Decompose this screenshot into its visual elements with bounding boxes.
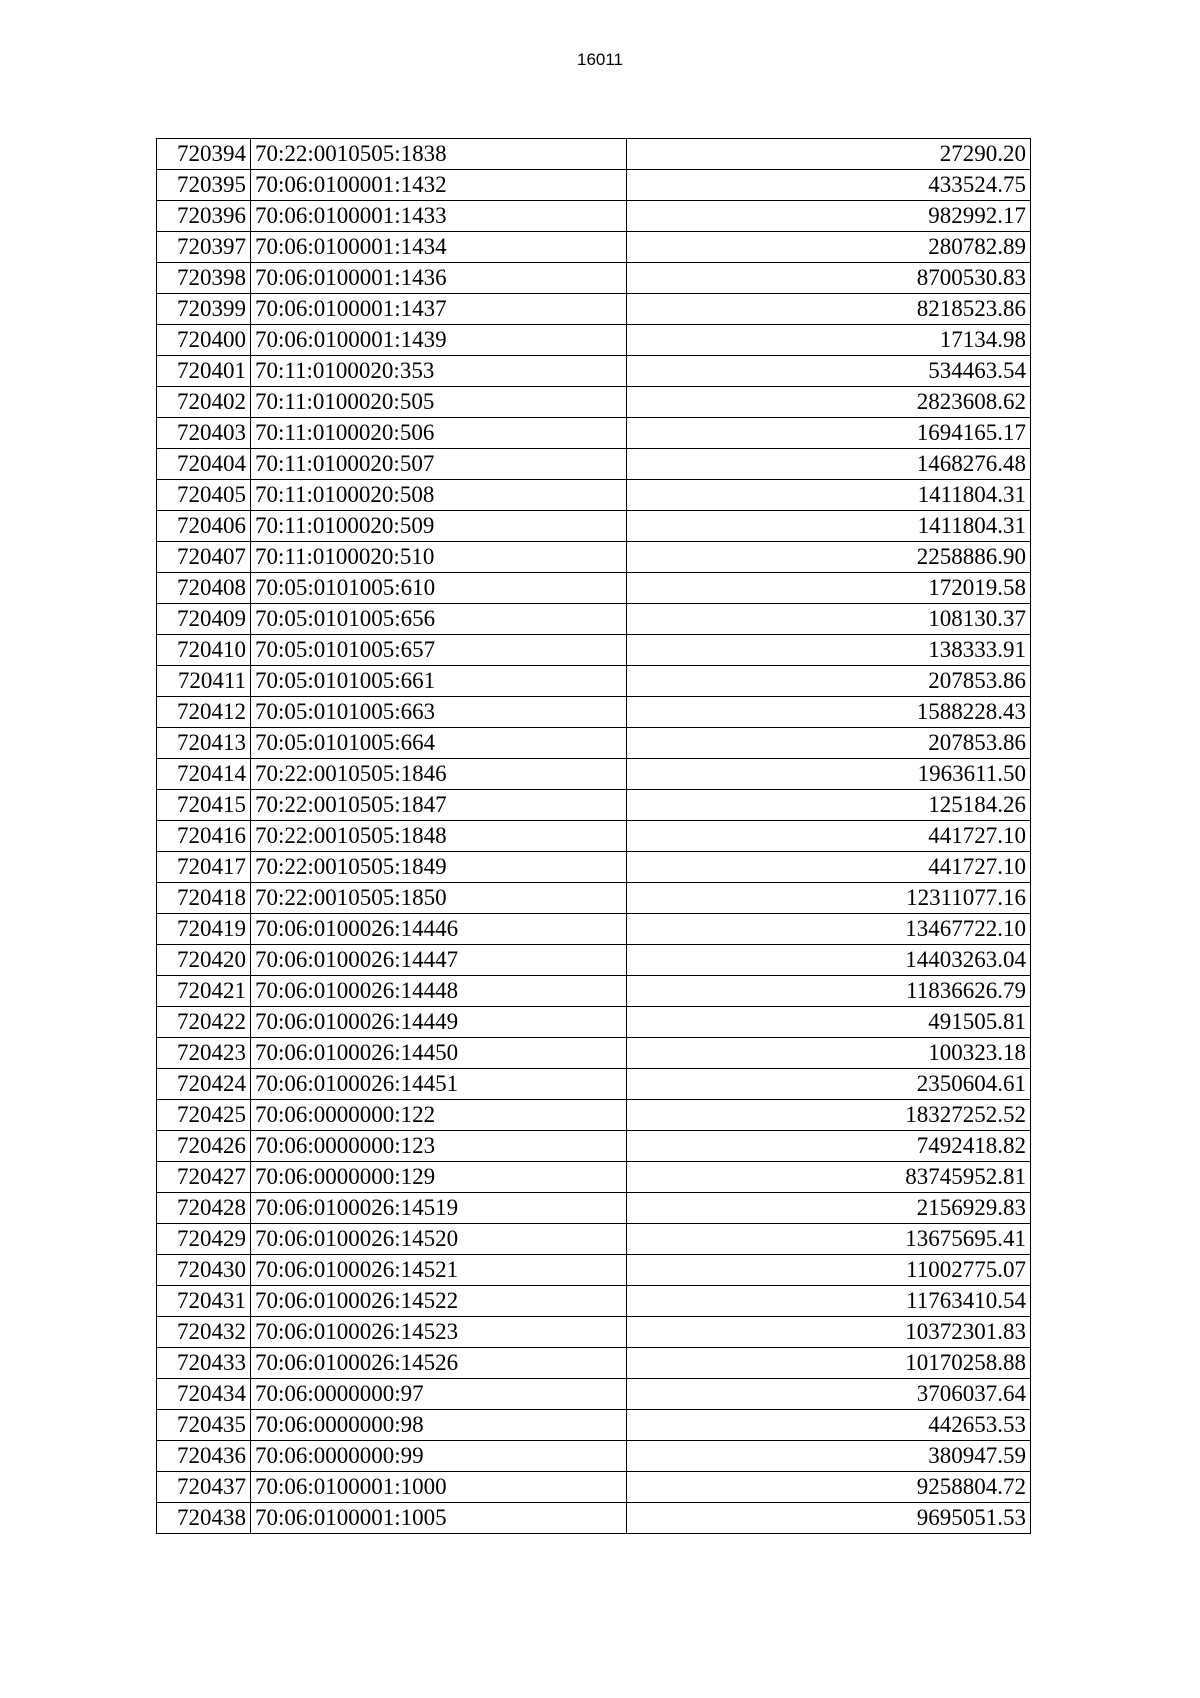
row-number-cell: 720409	[157, 604, 251, 635]
row-number-cell: 720433	[157, 1348, 251, 1379]
table-row	[157, 356, 1031, 387]
cadastral-number-cell: 70:06:0000000:98	[251, 1410, 627, 1441]
cadastral-number-cell: 70:06:0100026:14519	[251, 1193, 627, 1224]
table-row	[157, 976, 1031, 1007]
cadastral-number-cell: 70:06:0000000:129	[251, 1162, 627, 1193]
table-row	[157, 635, 1031, 666]
row-number-cell: 720402	[157, 387, 251, 418]
row-number-cell: 720404	[157, 449, 251, 480]
cadastral-number-cell: 70:06:0000000:122	[251, 1100, 627, 1131]
value-cell: 207853.86	[627, 666, 1031, 697]
row-number-cell: 720396	[157, 201, 251, 232]
value-cell: 125184.26	[627, 790, 1031, 821]
value-cell: 8218523.86	[627, 294, 1031, 325]
value-cell: 3706037.64	[627, 1379, 1031, 1410]
row-number-cell: 720413	[157, 728, 251, 759]
value-cell: 441727.10	[627, 821, 1031, 852]
table-row	[157, 697, 1031, 728]
row-number-cell: 720420	[157, 945, 251, 976]
row-number-cell: 720437	[157, 1472, 251, 1503]
row-number-cell: 720407	[157, 542, 251, 573]
cadastral-value-table	[156, 138, 1031, 1534]
cadastral-number-cell: 70:22:0010505:1846	[251, 759, 627, 790]
value-cell: 138333.91	[627, 635, 1031, 666]
row-number-cell: 720425	[157, 1100, 251, 1131]
row-number-cell: 720410	[157, 635, 251, 666]
row-number-cell: 720400	[157, 325, 251, 356]
cadastral-number-cell: 70:06:0100001:1437	[251, 294, 627, 325]
table-row	[157, 1193, 1031, 1224]
row-number-cell: 720416	[157, 821, 251, 852]
cadastral-number-cell: 70:06:0100026:14446	[251, 914, 627, 945]
value-cell: 2350604.61	[627, 1069, 1031, 1100]
table-row	[157, 1131, 1031, 1162]
table-row	[157, 139, 1031, 170]
cadastral-number-cell: 70:11:0100020:510	[251, 542, 627, 573]
cadastral-number-cell: 70:06:0100026:14447	[251, 945, 627, 976]
row-number-cell: 720417	[157, 852, 251, 883]
cadastral-number-cell: 70:06:0100026:14522	[251, 1286, 627, 1317]
cadastral-number-cell: 70:05:0101005:663	[251, 697, 627, 728]
table-row	[157, 325, 1031, 356]
cadastral-number-cell: 70:06:0100026:14521	[251, 1255, 627, 1286]
value-cell: 12311077.16	[627, 883, 1031, 914]
table-row	[157, 852, 1031, 883]
value-cell: 13467722.10	[627, 914, 1031, 945]
cadastral-number-cell: 70:06:0100001:1000	[251, 1472, 627, 1503]
row-number-cell: 720426	[157, 1131, 251, 1162]
cadastral-number-cell: 70:06:0100026:14520	[251, 1224, 627, 1255]
table-row	[157, 1503, 1031, 1534]
cadastral-number-cell: 70:06:0100001:1433	[251, 201, 627, 232]
table-row	[157, 1255, 1031, 1286]
table-row	[157, 1007, 1031, 1038]
value-cell: 491505.81	[627, 1007, 1031, 1038]
table-row	[157, 728, 1031, 759]
value-cell: 1588228.43	[627, 697, 1031, 728]
row-number-cell: 720418	[157, 883, 251, 914]
row-number-cell: 720428	[157, 1193, 251, 1224]
table-row	[157, 511, 1031, 542]
row-number-cell: 720436	[157, 1441, 251, 1472]
cadastral-number-cell: 70:22:0010505:1848	[251, 821, 627, 852]
value-cell: 280782.89	[627, 232, 1031, 263]
row-number-cell: 720438	[157, 1503, 251, 1534]
row-number-cell: 720399	[157, 294, 251, 325]
cadastral-number-cell: 70:06:0000000:97	[251, 1379, 627, 1410]
value-cell: 2258886.90	[627, 542, 1031, 573]
row-number-cell: 720397	[157, 232, 251, 263]
cadastral-number-cell: 70:11:0100020:507	[251, 449, 627, 480]
value-cell: 1411804.31	[627, 480, 1031, 511]
table-row	[157, 914, 1031, 945]
table-row	[157, 1348, 1031, 1379]
table-row	[157, 418, 1031, 449]
cadastral-number-cell: 70:11:0100020:508	[251, 480, 627, 511]
cadastral-number-cell: 70:22:0010505:1849	[251, 852, 627, 883]
value-cell: 1694165.17	[627, 418, 1031, 449]
cadastral-number-cell: 70:06:0100026:14449	[251, 1007, 627, 1038]
table-row	[157, 294, 1031, 325]
table-body	[157, 139, 1031, 1534]
row-number-cell: 720432	[157, 1317, 251, 1348]
row-number-cell: 720411	[157, 666, 251, 697]
table-row	[157, 1162, 1031, 1193]
table-row	[157, 1224, 1031, 1255]
value-cell: 207853.86	[627, 728, 1031, 759]
cadastral-number-cell: 70:22:0010505:1850	[251, 883, 627, 914]
table-row	[157, 201, 1031, 232]
cadastral-number-cell: 70:06:0100001:1432	[251, 170, 627, 201]
value-cell: 1468276.48	[627, 449, 1031, 480]
cadastral-number-cell: 70:06:0100026:14448	[251, 976, 627, 1007]
value-cell: 10170258.88	[627, 1348, 1031, 1379]
cadastral-number-cell: 70:05:0101005:657	[251, 635, 627, 666]
value-cell: 83745952.81	[627, 1162, 1031, 1193]
row-number-cell: 720415	[157, 790, 251, 821]
cadastral-number-cell: 70:06:0100026:14526	[251, 1348, 627, 1379]
table-row	[157, 1069, 1031, 1100]
table-row	[157, 821, 1031, 852]
value-cell: 9695051.53	[627, 1503, 1031, 1534]
table-row	[157, 1100, 1031, 1131]
table-row	[157, 1317, 1031, 1348]
cadastral-number-cell: 70:06:0100026:14451	[251, 1069, 627, 1100]
cadastral-number-cell: 70:06:0000000:99	[251, 1441, 627, 1472]
cadastral-number-cell: 70:05:0101005:610	[251, 573, 627, 604]
table-row	[157, 573, 1031, 604]
row-number-cell: 720430	[157, 1255, 251, 1286]
cadastral-number-cell: 70:06:0100001:1439	[251, 325, 627, 356]
row-number-cell: 720403	[157, 418, 251, 449]
row-number-cell: 720401	[157, 356, 251, 387]
value-cell: 2156929.83	[627, 1193, 1031, 1224]
value-cell: 1411804.31	[627, 511, 1031, 542]
page-number: 16011	[576, 50, 623, 69]
value-cell: 11763410.54	[627, 1286, 1031, 1317]
row-number-cell: 720419	[157, 914, 251, 945]
cadastral-number-cell: 70:06:0100026:14450	[251, 1038, 627, 1069]
table-row	[157, 542, 1031, 573]
value-cell: 11002775.07	[627, 1255, 1031, 1286]
value-cell: 108130.37	[627, 604, 1031, 635]
table-row	[157, 1379, 1031, 1410]
cadastral-number-cell: 70:11:0100020:505	[251, 387, 627, 418]
cadastral-number-cell: 70:11:0100020:509	[251, 511, 627, 542]
value-cell: 380947.59	[627, 1441, 1031, 1472]
table-row	[157, 170, 1031, 201]
row-number-cell: 720395	[157, 170, 251, 201]
value-cell: 982992.17	[627, 201, 1031, 232]
table-row	[157, 790, 1031, 821]
table-row	[157, 945, 1031, 976]
value-cell: 1963611.50	[627, 759, 1031, 790]
cadastral-number-cell: 70:06:0100001:1436	[251, 263, 627, 294]
value-cell: 13675695.41	[627, 1224, 1031, 1255]
row-number-cell: 720421	[157, 976, 251, 1007]
value-cell: 441727.10	[627, 852, 1031, 883]
value-cell: 7492418.82	[627, 1131, 1031, 1162]
table-row	[157, 1472, 1031, 1503]
row-number-cell: 720434	[157, 1379, 251, 1410]
value-cell: 2823608.62	[627, 387, 1031, 418]
row-number-cell: 720412	[157, 697, 251, 728]
row-number-cell: 720435	[157, 1410, 251, 1441]
row-number-cell: 720405	[157, 480, 251, 511]
table-row	[157, 759, 1031, 790]
cadastral-number-cell: 70:05:0101005:656	[251, 604, 627, 635]
value-cell: 433524.75	[627, 170, 1031, 201]
cadastral-number-cell: 70:05:0101005:664	[251, 728, 627, 759]
row-number-cell: 720406	[157, 511, 251, 542]
row-number-cell: 720424	[157, 1069, 251, 1100]
cadastral-number-cell: 70:06:0100026:14523	[251, 1317, 627, 1348]
table-row	[157, 883, 1031, 914]
row-number-cell: 720398	[157, 263, 251, 294]
row-number-cell: 720429	[157, 1224, 251, 1255]
value-cell: 442653.53	[627, 1410, 1031, 1441]
cadastral-number-cell: 70:06:0100001:1434	[251, 232, 627, 263]
table-row	[157, 1410, 1031, 1441]
table-row	[157, 1441, 1031, 1472]
value-cell: 17134.98	[627, 325, 1031, 356]
table-row	[157, 1038, 1031, 1069]
value-cell: 18327252.52	[627, 1100, 1031, 1131]
table-row	[157, 604, 1031, 635]
table-row	[157, 232, 1031, 263]
row-number-cell: 720427	[157, 1162, 251, 1193]
cadastral-number-cell: 70:06:0100001:1005	[251, 1503, 627, 1534]
cadastral-number-cell: 70:05:0101005:661	[251, 666, 627, 697]
value-cell: 14403263.04	[627, 945, 1031, 976]
row-number-cell: 720431	[157, 1286, 251, 1317]
cadastral-number-cell: 70:11:0100020:506	[251, 418, 627, 449]
cadastral-number-cell: 70:11:0100020:353	[251, 356, 627, 387]
value-cell: 10372301.83	[627, 1317, 1031, 1348]
value-cell: 100323.18	[627, 1038, 1031, 1069]
table-row	[157, 480, 1031, 511]
row-number-cell: 720408	[157, 573, 251, 604]
table-row	[157, 449, 1031, 480]
row-number-cell: 720414	[157, 759, 251, 790]
value-cell: 11836626.79	[627, 976, 1031, 1007]
row-number-cell: 720422	[157, 1007, 251, 1038]
table-row	[157, 666, 1031, 697]
value-cell: 27290.20	[627, 139, 1031, 170]
table-row	[157, 263, 1031, 294]
value-cell: 8700530.83	[627, 263, 1031, 294]
table-row	[157, 387, 1031, 418]
row-number-cell: 720423	[157, 1038, 251, 1069]
value-cell: 172019.58	[627, 573, 1031, 604]
value-cell: 9258804.72	[627, 1472, 1031, 1503]
cadastral-number-cell: 70:22:0010505:1847	[251, 790, 627, 821]
table-row	[157, 1286, 1031, 1317]
cadastral-number-cell: 70:06:0000000:123	[251, 1131, 627, 1162]
cadastral-number-cell: 70:22:0010505:1838	[251, 139, 627, 170]
row-number-cell: 720394	[157, 139, 251, 170]
value-cell: 534463.54	[627, 356, 1031, 387]
